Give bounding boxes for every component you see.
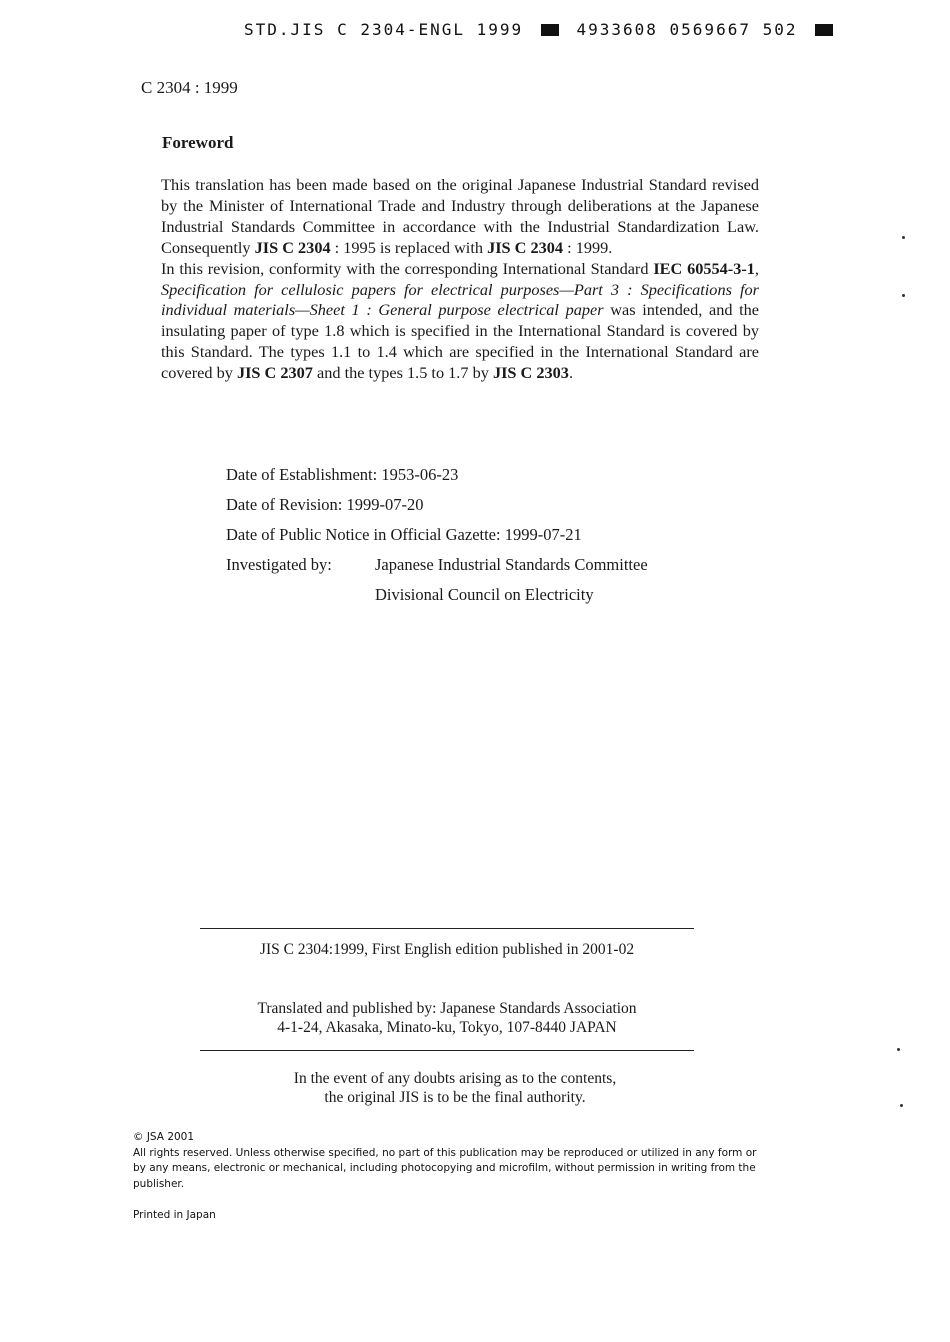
document-number: C 2304 : 1999	[141, 78, 238, 97]
header-code-mid: 4933608 0569667	[576, 20, 751, 39]
scan-speck	[897, 1048, 900, 1051]
standard-title: Specification for cellulosic papers for electrical purposes—Part 3 : Specifications for individual materials—Sheet 1 : General purpose electrical paper	[161, 279, 759, 320]
foreword-title: Foreword	[162, 133, 234, 152]
date-public-notice: Date of Public Notice in Official Gazette: 1999-07-21	[226, 525, 582, 544]
foreword-paragraph-1	[161, 175, 759, 259]
scan-header-code	[244, 20, 839, 39]
authority-line-1: In the event of any doubts arising as to the contents,	[293, 1070, 617, 1087]
investigated-committee: Japanese Industrial Standards Committee	[375, 555, 648, 574]
text-run: .	[568, 363, 574, 383]
scan-speck	[902, 236, 905, 239]
standard-ref: JIS C 2304	[487, 237, 564, 257]
edition-info: JIS C 2304:1999, First English edition published in 2001-02	[259, 941, 635, 958]
rights-notice: All rights reserved. Unless otherwise specified, no part of this publication may be reproduced or utilized in any form or by any means, electronic or mechanical, including photocopying and microfilm, without permission in writing from the publisher.	[133, 1146, 757, 1190]
foreword-body	[161, 175, 759, 384]
text-run: : 1995 is replaced with	[330, 237, 488, 257]
authority-notice	[200, 1069, 710, 1107]
date-revision: Date of Revision: 1999-07-20	[226, 495, 424, 514]
header-code-left: STD.JIS C 2304-ENGL 1999	[244, 20, 524, 39]
date-establishment: Date of Establishment: 1953-06-23	[226, 465, 459, 484]
text-run: was intended, and the insulating paper of type 1.8 which is specified in the International Standard is covered by this Standard. The types 1.1 to 1.4 which are specified in the International Standard are covered by	[161, 300, 760, 383]
standard-ref: JIS C 2307	[236, 363, 313, 383]
divider-top	[200, 928, 694, 929]
standard-ref: JIS C 2304	[254, 237, 331, 257]
investigated-label: Investigated by:	[226, 555, 332, 574]
barcode-block	[541, 24, 559, 36]
copyright-block	[133, 1130, 758, 1192]
standard-ref: IEC 60554-3-1	[653, 258, 755, 278]
scan-speck	[902, 294, 905, 297]
standard-ref: JIS C 2303	[492, 363, 569, 383]
text-run: : 1999.	[563, 237, 613, 257]
text-run: This translation has been made based on the original Japanese Industrial Standard revised by the Minister of International Trade and Industry through deliberations at the Japanese Industrial Standards Committee in accordance with the Industrial Standardization Law. Consequently	[161, 175, 759, 257]
copyright-line: © JSA 2001	[133, 1131, 195, 1143]
barcode-block	[815, 24, 833, 36]
scan-speck	[900, 1104, 903, 1107]
divider-bottom	[200, 1050, 694, 1051]
authority-line-2: the original JIS is to be the final authority.	[324, 1089, 586, 1106]
publisher-info	[200, 999, 694, 1037]
publisher-address: 4-1-24, Akasaka, Minato-ku, Tokyo, 107-8440 JAPAN	[277, 1019, 617, 1036]
text-run: In this revision, conformity with the corresponding International Standard	[161, 258, 654, 278]
foreword-paragraph-2	[161, 259, 759, 384]
investigated-council: Divisional Council on Electricity	[375, 585, 594, 604]
translated-by: Translated and published by: Japanese Standards Association	[257, 1000, 637, 1017]
text-run: ,	[754, 258, 759, 278]
text-run: and the types 1.5 to 1.7 by	[312, 363, 493, 383]
printed-in: Printed in Japan	[133, 1209, 216, 1221]
header-code-right: 502	[762, 20, 798, 39]
